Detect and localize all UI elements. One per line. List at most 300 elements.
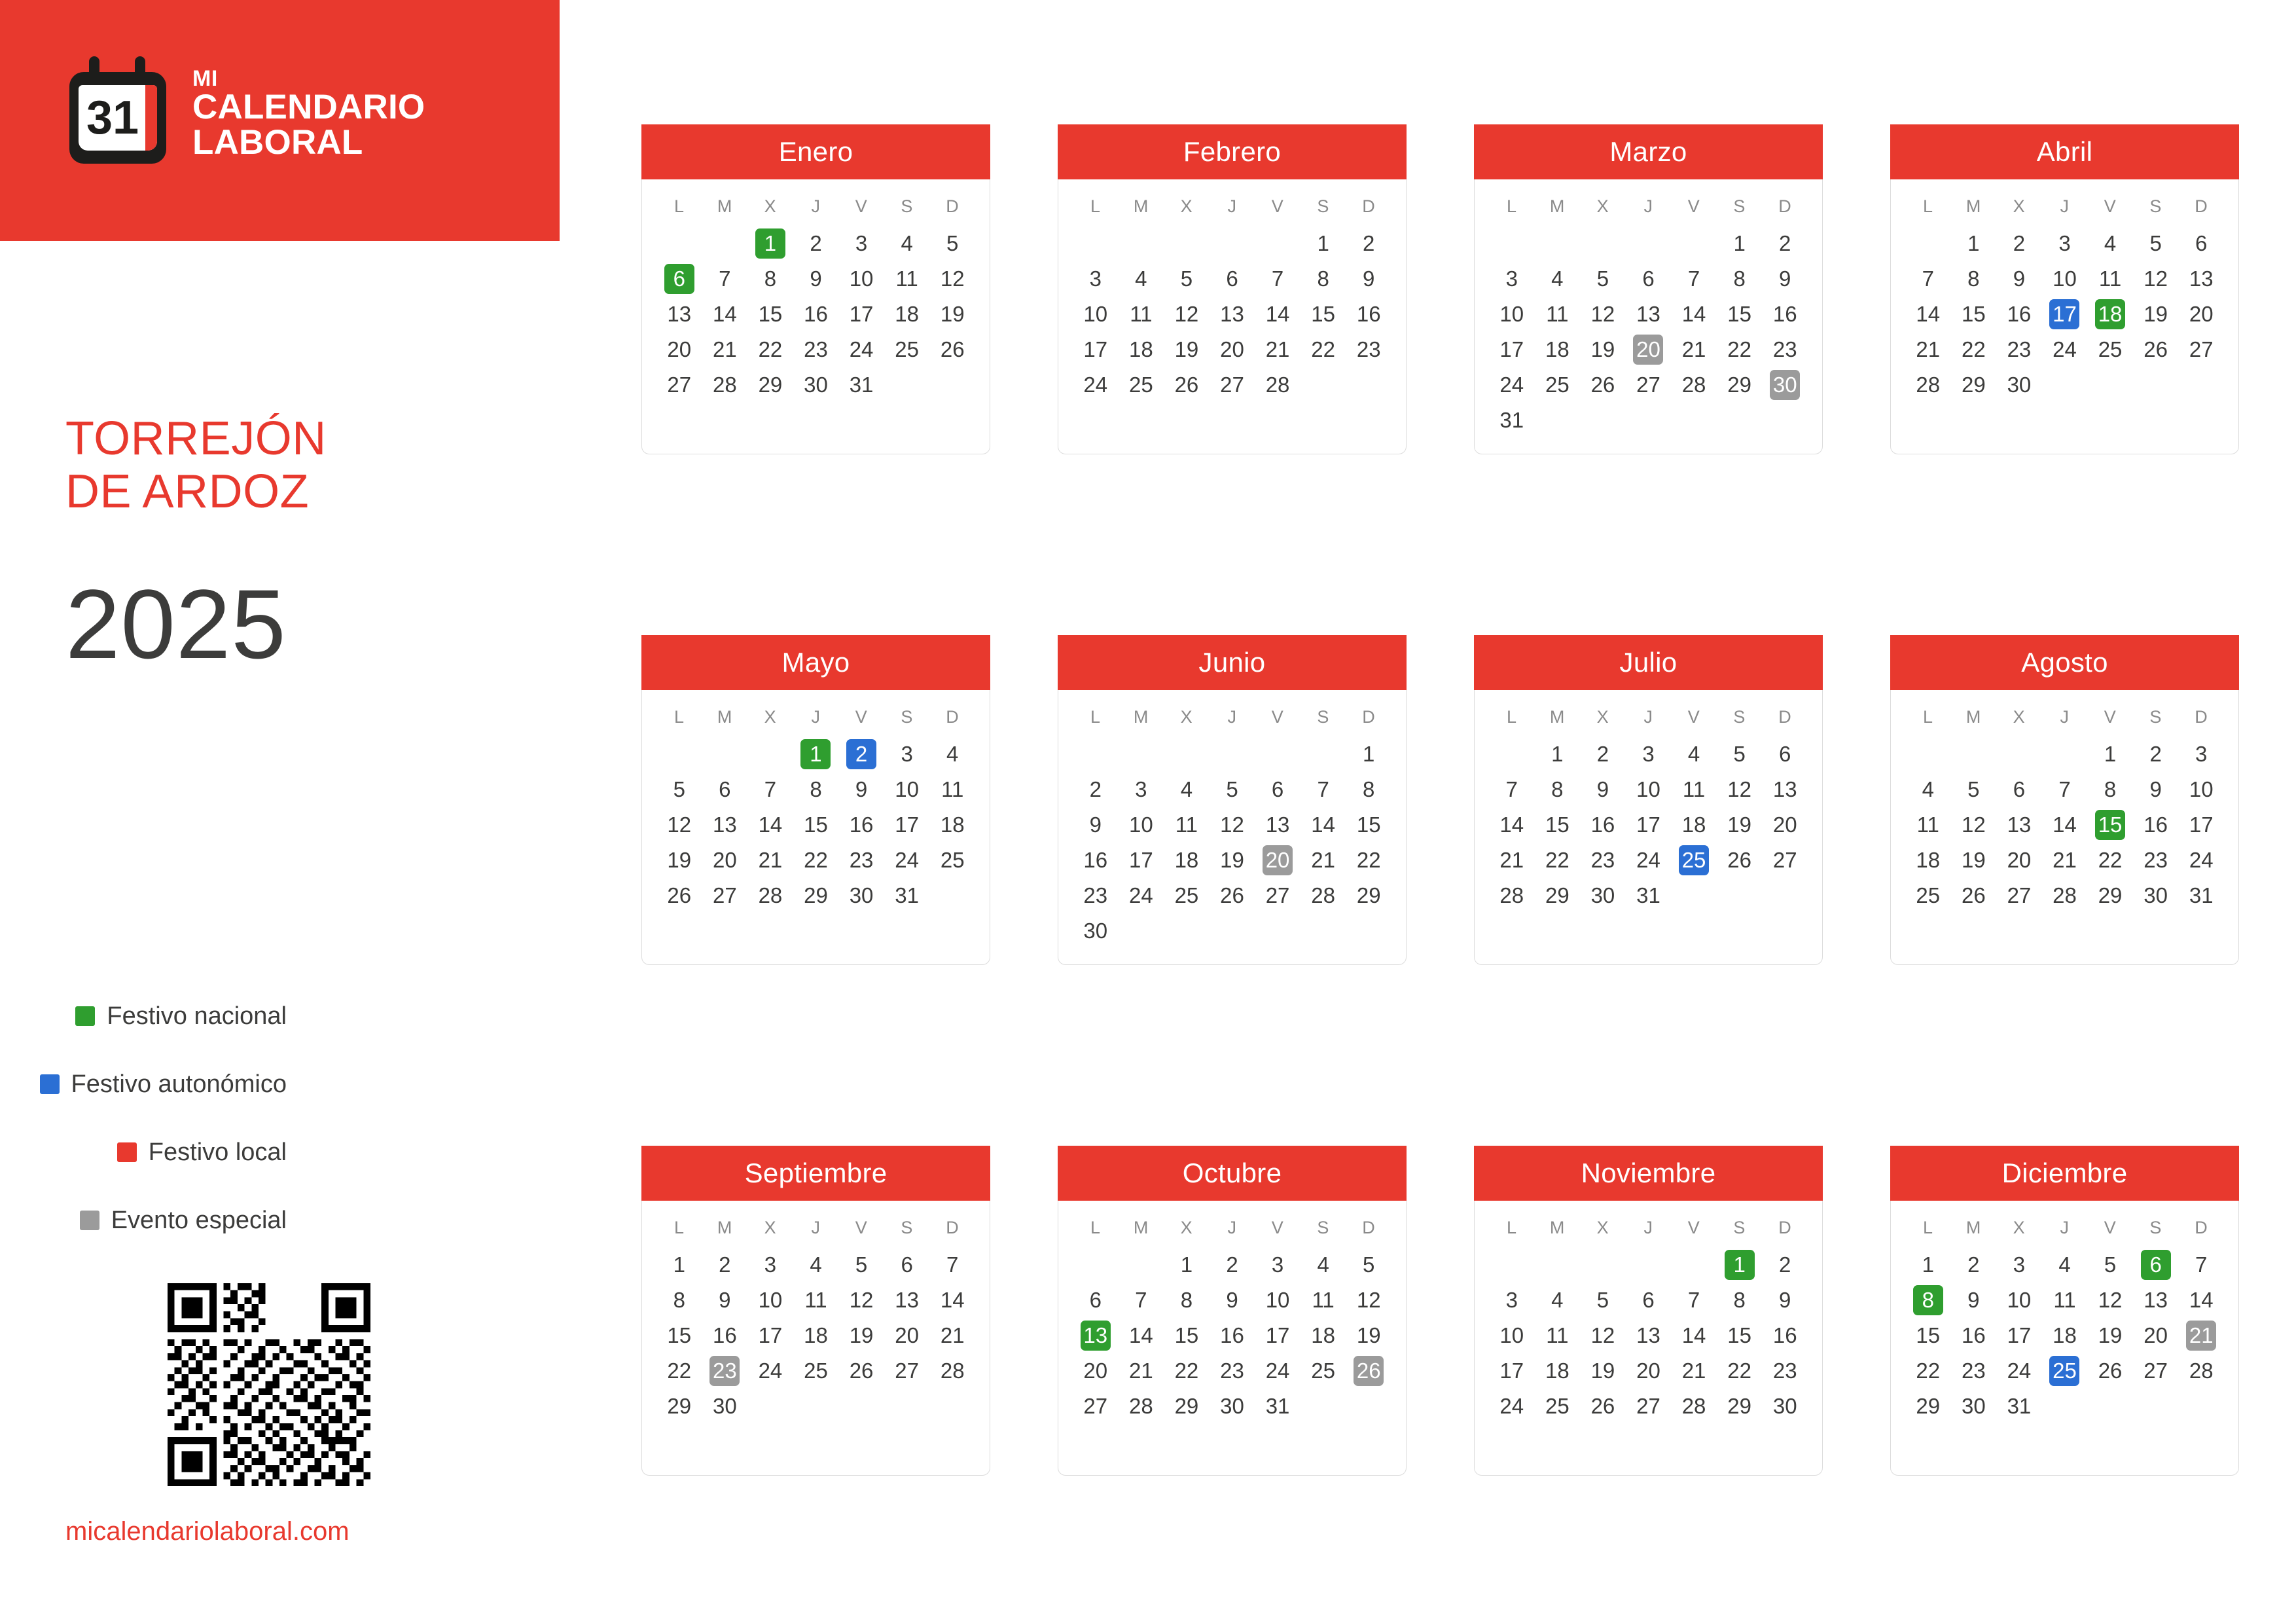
day-cell[interactable]: 20: [1636, 1359, 1660, 1383]
day-cell[interactable]: 28: [940, 1359, 965, 1383]
day-cell[interactable]: 31: [1636, 883, 1660, 907]
day-cell[interactable]: 23: [1772, 1359, 1797, 1383]
day-cell[interactable]: 30: [1590, 883, 1615, 907]
day-cell[interactable]: 25: [1174, 883, 1199, 907]
day-cell[interactable]: 2: [810, 231, 822, 255]
day-cell[interactable]: 25: [1916, 883, 1941, 907]
day-cell[interactable]: 28: [2053, 883, 2077, 907]
day-cell[interactable]: 5: [1226, 777, 1238, 801]
day-cell[interactable]: 23: [1220, 1359, 1244, 1383]
day-cell[interactable]: 18: [1311, 1323, 1335, 1347]
day-cell[interactable]: 3: [901, 742, 913, 766]
day-cell[interactable]: 10: [758, 1288, 783, 1312]
day-cell[interactable]: [747, 226, 793, 261]
day-cell[interactable]: 11: [2053, 1288, 2076, 1312]
day-cell[interactable]: 17: [1499, 337, 1524, 361]
day-cell[interactable]: 19: [1220, 848, 1244, 872]
day-cell[interactable]: 8: [1551, 777, 1564, 801]
day-cell[interactable]: 31: [1499, 408, 1524, 432]
day-cell[interactable]: 23: [804, 337, 828, 361]
day-cell[interactable]: 30: [1772, 1394, 1797, 1418]
day-cell[interactable]: 24: [1499, 1394, 1524, 1418]
day-cell[interactable]: 24: [1128, 883, 1153, 907]
day-cell[interactable]: 19: [1174, 337, 1199, 361]
day-cell[interactable]: 23: [1961, 1359, 1986, 1383]
day-cell[interactable]: 16: [1590, 812, 1615, 837]
day-cell[interactable]: 21: [940, 1323, 965, 1347]
day-cell[interactable]: 11: [1175, 812, 1198, 837]
day-cell[interactable]: 8: [1317, 266, 1329, 291]
day-cell[interactable]: 3: [1089, 266, 1102, 291]
day-cell[interactable]: 24: [1636, 848, 1660, 872]
day-cell[interactable]: 13: [1220, 302, 1244, 326]
day-cell[interactable]: 28: [1681, 373, 1706, 397]
day-cell[interactable]: 27: [712, 883, 737, 907]
day-cell[interactable]: 2: [2013, 231, 2026, 255]
day-cell[interactable]: 14: [1311, 812, 1335, 837]
day-cell[interactable]: 27: [895, 1359, 919, 1383]
day-cell[interactable]: [1762, 367, 1808, 403]
day-cell[interactable]: 30: [1220, 1394, 1244, 1418]
day-cell[interactable]: 11: [1916, 812, 1939, 837]
day-cell[interactable]: 25: [895, 337, 919, 361]
day-cell[interactable]: 14: [1681, 302, 1706, 326]
day-cell[interactable]: 29: [1727, 1394, 1751, 1418]
day-cell[interactable]: 28: [758, 883, 783, 907]
day-cell[interactable]: 28: [1499, 883, 1524, 907]
day-cell[interactable]: [2178, 1318, 2224, 1353]
day-cell[interactable]: [702, 1353, 748, 1389]
day-cell[interactable]: 18: [940, 812, 965, 837]
day-cell[interactable]: 1: [2104, 742, 2117, 766]
day-cell[interactable]: 4: [1687, 742, 1700, 766]
day-cell[interactable]: 27: [2189, 337, 2214, 361]
day-cell[interactable]: 14: [758, 812, 783, 837]
day-cell[interactable]: 13: [1265, 812, 1290, 837]
day-cell[interactable]: 26: [2098, 1359, 2123, 1383]
day-cell[interactable]: 5: [1596, 1288, 1609, 1312]
day-cell[interactable]: 21: [1265, 337, 1290, 361]
day-cell[interactable]: 27: [1636, 373, 1660, 397]
day-cell[interactable]: 18: [1128, 337, 1153, 361]
day-cell[interactable]: 30: [1083, 919, 1108, 943]
day-cell[interactable]: 21: [1681, 1359, 1706, 1383]
day-cell[interactable]: 7: [946, 1252, 959, 1277]
day-cell[interactable]: 12: [1356, 1288, 1381, 1312]
day-cell[interactable]: 27: [1265, 883, 1290, 907]
day-cell[interactable]: 18: [1916, 848, 1941, 872]
day-cell[interactable]: 15: [667, 1323, 692, 1347]
day-cell[interactable]: 4: [810, 1252, 822, 1277]
day-cell[interactable]: 9: [2013, 266, 2026, 291]
day-cell[interactable]: [656, 261, 702, 297]
day-cell[interactable]: 22: [1727, 337, 1751, 361]
day-cell[interactable]: 16: [1220, 1323, 1244, 1347]
day-cell[interactable]: 6: [1089, 1288, 1102, 1312]
day-cell[interactable]: 25: [1545, 1394, 1570, 1418]
day-cell[interactable]: 10: [2053, 266, 2077, 291]
day-cell[interactable]: 16: [1083, 848, 1108, 872]
day-cell[interactable]: 27: [2144, 1359, 2168, 1383]
day-cell[interactable]: 12: [667, 812, 692, 837]
day-cell[interactable]: 11: [2098, 266, 2122, 291]
day-cell[interactable]: 21: [712, 337, 737, 361]
day-cell[interactable]: 8: [764, 266, 777, 291]
day-cell[interactable]: [1626, 332, 1672, 367]
day-cell[interactable]: 11: [804, 1288, 827, 1312]
day-cell[interactable]: 24: [2007, 1359, 2032, 1383]
day-cell[interactable]: 7: [1505, 777, 1518, 801]
day-cell[interactable]: 16: [849, 812, 874, 837]
day-cell[interactable]: 23: [849, 848, 874, 872]
day-cell[interactable]: [1346, 1353, 1391, 1389]
day-cell[interactable]: 2: [1967, 1252, 1980, 1277]
day-cell[interactable]: 30: [1961, 1394, 1986, 1418]
day-cell[interactable]: 4: [1317, 1252, 1329, 1277]
day-cell[interactable]: 6: [1642, 1288, 1655, 1312]
day-cell[interactable]: 24: [758, 1359, 783, 1383]
day-cell[interactable]: 11: [895, 266, 918, 291]
day-cell[interactable]: 28: [712, 373, 737, 397]
day-cell[interactable]: 13: [2144, 1288, 2168, 1312]
day-cell[interactable]: 12: [1727, 777, 1751, 801]
day-cell[interactable]: 16: [1356, 302, 1381, 326]
day-cell[interactable]: 31: [2189, 883, 2214, 907]
day-cell[interactable]: 6: [2013, 777, 2026, 801]
day-cell[interactable]: 5: [1180, 266, 1193, 291]
day-cell[interactable]: 29: [758, 373, 783, 397]
day-cell[interactable]: 10: [1499, 302, 1524, 326]
day-cell[interactable]: 6: [2195, 231, 2208, 255]
day-cell[interactable]: 9: [1226, 1288, 1238, 1312]
day-cell[interactable]: 29: [2098, 883, 2123, 907]
day-cell[interactable]: 16: [2007, 302, 2032, 326]
day-cell[interactable]: 17: [1499, 1359, 1524, 1383]
day-cell[interactable]: 17: [849, 302, 874, 326]
day-cell[interactable]: 7: [2058, 777, 2071, 801]
day-cell[interactable]: 22: [1356, 848, 1381, 872]
day-cell[interactable]: 9: [2149, 777, 2162, 801]
day-cell[interactable]: 23: [1083, 883, 1108, 907]
day-cell[interactable]: 14: [1128, 1323, 1153, 1347]
day-cell[interactable]: 22: [1961, 337, 1986, 361]
day-cell[interactable]: 7: [719, 266, 731, 291]
day-cell[interactable]: 23: [2007, 337, 2032, 361]
day-cell[interactable]: 18: [1545, 1359, 1570, 1383]
day-cell[interactable]: 5: [946, 231, 959, 255]
day-cell[interactable]: 14: [1681, 1323, 1706, 1347]
day-cell[interactable]: 8: [1180, 1288, 1193, 1312]
day-cell[interactable]: 10: [2189, 777, 2214, 801]
day-cell[interactable]: [2042, 1353, 2088, 1389]
day-cell[interactable]: 22: [1545, 848, 1570, 872]
day-cell[interactable]: 25: [1128, 373, 1153, 397]
day-cell[interactable]: 17: [895, 812, 919, 837]
day-cell[interactable]: 7: [1271, 266, 1284, 291]
day-cell[interactable]: 16: [1772, 1323, 1797, 1347]
day-cell[interactable]: 13: [712, 812, 737, 837]
day-cell[interactable]: 13: [2007, 812, 2032, 837]
day-cell[interactable]: 18: [804, 1323, 828, 1347]
day-cell[interactable]: 8: [673, 1288, 685, 1312]
day-cell[interactable]: 9: [1089, 812, 1102, 837]
day-cell[interactable]: 11: [1682, 777, 1706, 801]
day-cell[interactable]: 1: [1967, 231, 1980, 255]
day-cell[interactable]: 9: [855, 777, 868, 801]
day-cell[interactable]: 7: [1135, 1288, 1147, 1312]
day-cell[interactable]: 2: [2149, 742, 2162, 766]
day-cell[interactable]: 10: [1128, 812, 1153, 837]
day-cell[interactable]: 21: [2053, 848, 2077, 872]
day-cell[interactable]: 25: [1311, 1359, 1335, 1383]
day-cell[interactable]: 31: [2007, 1394, 2032, 1418]
day-cell[interactable]: 28: [1916, 373, 1941, 397]
day-cell[interactable]: 29: [804, 883, 828, 907]
day-cell[interactable]: 22: [1311, 337, 1335, 361]
day-cell[interactable]: 22: [1916, 1359, 1941, 1383]
day-cell[interactable]: 14: [2189, 1288, 2214, 1312]
day-cell[interactable]: 16: [2144, 812, 2168, 837]
day-cell[interactable]: 15: [1727, 302, 1751, 326]
day-cell[interactable]: 28: [1265, 373, 1290, 397]
day-cell[interactable]: 11: [1546, 1323, 1569, 1347]
day-cell[interactable]: 5: [1363, 1252, 1375, 1277]
day-cell[interactable]: 3: [1505, 1288, 1518, 1312]
day-cell[interactable]: 7: [1922, 266, 1934, 291]
day-cell[interactable]: 15: [1356, 812, 1381, 837]
day-cell[interactable]: 22: [2098, 848, 2123, 872]
day-cell[interactable]: 11: [1130, 302, 1153, 326]
day-cell[interactable]: 3: [2195, 742, 2208, 766]
day-cell[interactable]: 20: [2007, 848, 2032, 872]
day-cell[interactable]: [793, 737, 839, 772]
day-cell[interactable]: [2087, 297, 2133, 332]
day-cell[interactable]: 24: [895, 848, 919, 872]
day-cell[interactable]: 29: [1356, 883, 1381, 907]
day-cell[interactable]: 18: [1681, 812, 1706, 837]
day-cell[interactable]: 14: [1916, 302, 1941, 326]
day-cell[interactable]: 30: [712, 1394, 737, 1418]
day-cell[interactable]: [2087, 807, 2133, 843]
day-cell[interactable]: 27: [667, 373, 692, 397]
day-cell[interactable]: 1: [1180, 1252, 1193, 1277]
day-cell[interactable]: 10: [895, 777, 919, 801]
day-cell[interactable]: 8: [1967, 266, 1980, 291]
day-cell[interactable]: 18: [1174, 848, 1199, 872]
day-cell[interactable]: 16: [804, 302, 828, 326]
day-cell[interactable]: 15: [1916, 1323, 1941, 1347]
day-cell[interactable]: 19: [1356, 1323, 1381, 1347]
day-cell[interactable]: 20: [895, 1323, 919, 1347]
day-cell[interactable]: [838, 737, 884, 772]
day-cell[interactable]: 22: [667, 1359, 692, 1383]
day-cell[interactable]: 14: [1265, 302, 1290, 326]
day-cell[interactable]: 15: [804, 812, 828, 837]
day-cell[interactable]: 23: [2144, 848, 2168, 872]
day-cell[interactable]: 16: [1772, 302, 1797, 326]
day-cell[interactable]: 1: [1922, 1252, 1934, 1277]
day-cell[interactable]: 4: [2058, 1252, 2071, 1277]
day-cell[interactable]: 31: [895, 883, 919, 907]
day-cell[interactable]: [1717, 1247, 1763, 1283]
day-cell[interactable]: 25: [804, 1359, 828, 1383]
day-cell[interactable]: 6: [1226, 266, 1238, 291]
day-cell[interactable]: 24: [1083, 373, 1108, 397]
day-cell[interactable]: 14: [1499, 812, 1524, 837]
day-cell[interactable]: 4: [1551, 1288, 1564, 1312]
day-cell[interactable]: 14: [712, 302, 737, 326]
day-cell[interactable]: 18: [895, 302, 919, 326]
day-cell[interactable]: 26: [1590, 373, 1615, 397]
day-cell[interactable]: 29: [1727, 373, 1751, 397]
day-cell[interactable]: 11: [1312, 1288, 1335, 1312]
day-cell[interactable]: 26: [2144, 337, 2168, 361]
day-cell[interactable]: 2: [1779, 1252, 1791, 1277]
day-cell[interactable]: 17: [1128, 848, 1153, 872]
day-cell[interactable]: 27: [1083, 1394, 1108, 1418]
day-cell[interactable]: 8: [2104, 777, 2117, 801]
day-cell[interactable]: 17: [758, 1323, 783, 1347]
day-cell[interactable]: [1073, 1318, 1119, 1353]
day-cell[interactable]: 14: [2053, 812, 2077, 837]
day-cell[interactable]: 10: [1265, 1288, 1290, 1312]
day-cell[interactable]: 1: [1551, 742, 1564, 766]
day-cell[interactable]: 19: [2144, 302, 2168, 326]
day-cell[interactable]: 28: [2189, 1359, 2214, 1383]
day-cell[interactable]: 7: [2195, 1252, 2208, 1277]
day-cell[interactable]: 15: [758, 302, 783, 326]
day-cell[interactable]: 26: [1174, 373, 1199, 397]
day-cell[interactable]: 9: [810, 266, 822, 291]
day-cell[interactable]: 5: [1967, 777, 1980, 801]
day-cell[interactable]: 20: [1220, 337, 1244, 361]
day-cell[interactable]: 23: [1590, 848, 1615, 872]
day-cell[interactable]: 19: [667, 848, 692, 872]
day-cell[interactable]: 26: [1727, 848, 1751, 872]
day-cell[interactable]: 23: [1356, 337, 1381, 361]
day-cell[interactable]: 4: [1135, 266, 1147, 291]
day-cell[interactable]: 5: [855, 1252, 868, 1277]
day-cell[interactable]: 26: [940, 337, 965, 361]
day-cell[interactable]: 10: [849, 266, 874, 291]
day-cell[interactable]: 15: [1727, 1323, 1751, 1347]
day-cell[interactable]: 12: [1590, 1323, 1615, 1347]
day-cell[interactable]: 4: [2104, 231, 2117, 255]
day-cell[interactable]: 13: [2189, 266, 2214, 291]
day-cell[interactable]: 5: [2149, 231, 2162, 255]
day-cell[interactable]: 22: [1174, 1359, 1199, 1383]
day-cell[interactable]: 12: [1590, 302, 1615, 326]
day-cell[interactable]: [1255, 843, 1300, 878]
day-cell[interactable]: 17: [1265, 1323, 1290, 1347]
day-cell[interactable]: 15: [1174, 1323, 1199, 1347]
day-cell[interactable]: 28: [1681, 1394, 1706, 1418]
day-cell[interactable]: 19: [1961, 848, 1986, 872]
day-cell[interactable]: 28: [1128, 1394, 1153, 1418]
day-cell[interactable]: 24: [849, 337, 874, 361]
day-cell[interactable]: 5: [1596, 266, 1609, 291]
day-cell[interactable]: 20: [1772, 812, 1797, 837]
day-cell[interactable]: [1671, 843, 1717, 878]
day-cell[interactable]: 10: [1083, 302, 1108, 326]
website-link[interactable]: micalendariolaboral.com: [65, 1517, 350, 1546]
day-cell[interactable]: 27: [2007, 883, 2032, 907]
day-cell[interactable]: 4: [1180, 777, 1193, 801]
day-cell[interactable]: 12: [1220, 812, 1244, 837]
day-cell[interactable]: 7: [1317, 777, 1329, 801]
day-cell[interactable]: 19: [849, 1323, 874, 1347]
day-cell[interactable]: 18: [1545, 337, 1570, 361]
day-cell[interactable]: 8: [1733, 266, 1746, 291]
day-cell[interactable]: 11: [1546, 302, 1569, 326]
day-cell[interactable]: 12: [849, 1288, 874, 1312]
day-cell[interactable]: 20: [667, 337, 692, 361]
day-cell[interactable]: 31: [849, 373, 874, 397]
day-cell[interactable]: 30: [2007, 373, 2032, 397]
day-cell[interactable]: 13: [667, 302, 692, 326]
day-cell[interactable]: 30: [849, 883, 874, 907]
day-cell[interactable]: 17: [1636, 812, 1660, 837]
day-cell[interactable]: 29: [1961, 373, 1986, 397]
day-cell[interactable]: [2133, 1247, 2179, 1283]
day-cell[interactable]: 4: [901, 231, 913, 255]
day-cell[interactable]: 2: [1596, 742, 1609, 766]
day-cell[interactable]: 29: [1545, 883, 1570, 907]
day-cell[interactable]: 3: [2013, 1252, 2026, 1277]
day-cell[interactable]: 7: [764, 777, 777, 801]
day-cell[interactable]: 10: [1636, 777, 1660, 801]
day-cell[interactable]: 8: [1363, 777, 1375, 801]
day-cell[interactable]: 13: [1636, 1323, 1660, 1347]
day-cell[interactable]: 25: [2098, 337, 2123, 361]
day-cell[interactable]: 24: [2189, 848, 2214, 872]
day-cell[interactable]: 6: [1642, 266, 1655, 291]
day-cell[interactable]: 30: [2144, 883, 2168, 907]
day-cell[interactable]: 28: [1311, 883, 1335, 907]
day-cell[interactable]: 10: [2007, 1288, 2032, 1312]
day-cell[interactable]: 7: [1687, 266, 1700, 291]
day-cell[interactable]: 22: [804, 848, 828, 872]
day-cell[interactable]: 5: [673, 777, 685, 801]
day-cell[interactable]: 2: [1089, 777, 1102, 801]
day-cell[interactable]: 1: [1363, 742, 1375, 766]
day-cell[interactable]: 3: [764, 1252, 777, 1277]
day-cell[interactable]: 15: [1545, 812, 1570, 837]
day-cell[interactable]: 5: [1733, 742, 1746, 766]
day-cell[interactable]: 10: [1499, 1323, 1524, 1347]
day-cell[interactable]: 4: [1551, 266, 1564, 291]
day-cell[interactable]: 26: [1220, 883, 1244, 907]
day-cell[interactable]: 7: [1687, 1288, 1700, 1312]
day-cell[interactable]: 1: [673, 1252, 685, 1277]
day-cell[interactable]: 6: [1271, 777, 1284, 801]
day-cell[interactable]: 4: [1922, 777, 1934, 801]
day-cell[interactable]: 6: [1779, 742, 1791, 766]
day-cell[interactable]: 3: [1642, 742, 1655, 766]
day-cell[interactable]: 26: [849, 1359, 874, 1383]
day-cell[interactable]: 2: [1363, 231, 1375, 255]
day-cell[interactable]: 3: [1271, 1252, 1284, 1277]
day-cell[interactable]: 13: [895, 1288, 919, 1312]
day-cell[interactable]: 21: [1916, 337, 1941, 361]
day-cell[interactable]: 27: [1772, 848, 1797, 872]
day-cell[interactable]: 9: [1596, 777, 1609, 801]
day-cell[interactable]: 20: [2189, 302, 2214, 326]
day-cell[interactable]: 3: [855, 231, 868, 255]
day-cell[interactable]: 25: [1545, 373, 1570, 397]
day-cell[interactable]: 26: [667, 883, 692, 907]
day-cell[interactable]: 2: [1226, 1252, 1238, 1277]
